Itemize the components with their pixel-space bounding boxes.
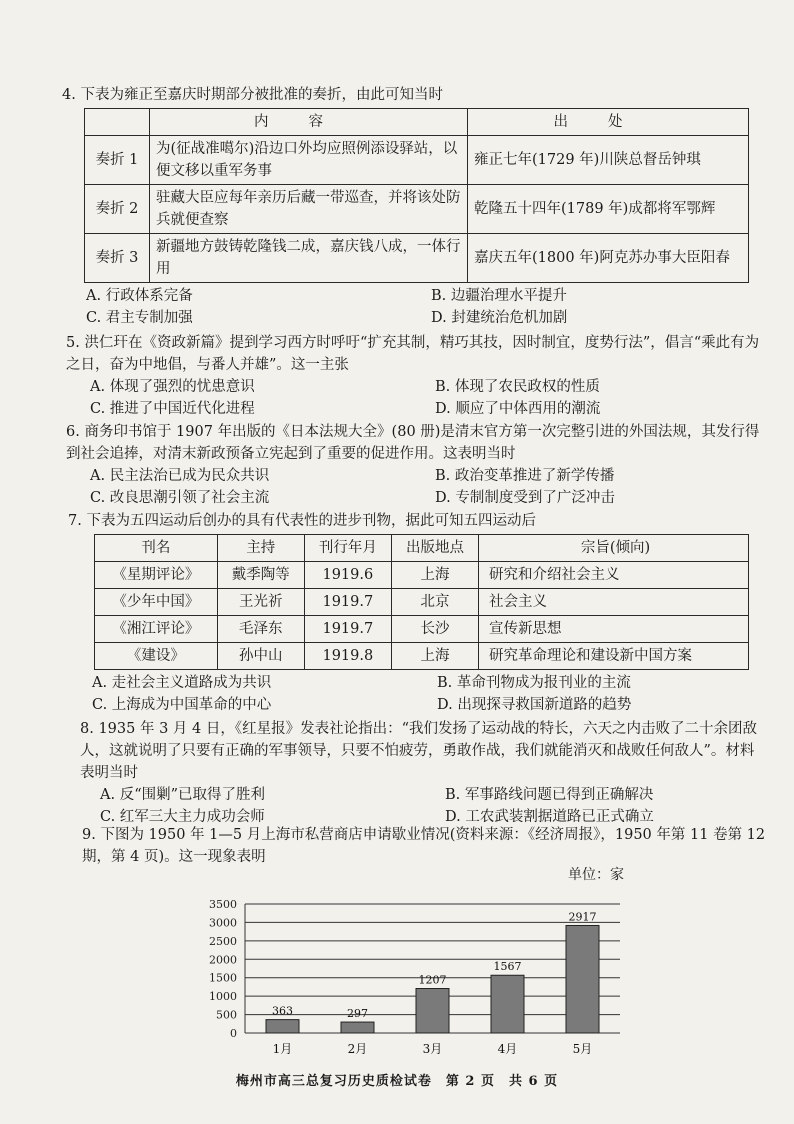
y-tick-label: 3500 [209,898,237,911]
table-cell: 《湘江评论》 [95,616,218,643]
y-tick-label: 500 [216,1008,237,1022]
table-cell: 《少年中国》 [95,589,218,616]
y-tick-label: 0 [230,1027,237,1040]
option-b[interactable]: B. 边疆治理水平提升 [431,288,567,304]
question-8-options [100,784,764,828]
option-c[interactable]: C. 上海成为中国革命的中心 [92,697,272,713]
table-cell: 王光祈 [217,589,304,616]
bar [416,989,449,1033]
question-6-options [90,465,766,509]
row-content: 新疆地方鼓铸乾隆钱二成，嘉庆钱八成，一体行用 [150,234,468,283]
table-header-row [85,109,749,136]
table-cell: 社会主义 [479,589,749,616]
y-tick-label: 2000 [209,953,237,967]
question-8 [80,718,764,828]
option-c[interactable]: C. 红军三大主力成功会师 [100,809,265,825]
option-a[interactable]: A. 行政体系完备 [86,288,193,304]
table-header-cell: 刊行年月 [304,535,391,562]
table-header-cell: 主持 [217,535,304,562]
table-cell: 上海 [391,562,478,589]
option-c[interactable]: C. 改良思潮引领了社会主流 [90,490,270,506]
data-label: 1207 [418,973,447,987]
x-tick-label: 5月 [572,1042,593,1056]
option-b[interactable]: B. 军事路线问题已得到正确解决 [445,787,654,803]
question-4 [62,84,762,329]
option-b[interactable]: B. 革命刊物成为报刊业的主流 [437,675,631,691]
option-d[interactable]: D. 封建统治危机加剧 [431,310,568,326]
option-d[interactable]: D. 工农武装割据道路已正式确立 [445,809,654,825]
bar [266,1020,299,1033]
question-5-stem: 5. 洪仁玕在《资政新篇》提到学习西方时呼吁“扩充其制，精巧其技，因时制宜，度势行法”，倡言“乘此有为之日，奋为中地倡，与番人并雄”。这一主张 [66,335,760,373]
question-8-stem: 8. 1935 年 3 月 4 日，《红星报》发表社论指出：“我们发扬了运动战的特长，六天之内击败了二十余团敌人，这就说明了只要有正确的军事领导，只要不怕疲劳，勇敢作战，我们就能消灭和战败任何敌人”。材料表明当时 [80,721,758,781]
option-a[interactable]: A. 走社会主义道路成为共识 [92,675,272,691]
table-cell: 北京 [391,589,478,616]
table-cell: 《建设》 [95,643,218,670]
table-cell: 1919.6 [304,562,391,589]
option-a[interactable]: A. 反“围剿”已取得了胜利 [100,787,266,803]
question-5 [66,332,766,420]
option-b[interactable]: B. 政治变革推进了新学传播 [435,468,615,484]
row-source: 乾隆五十四年(1789 年)成都将军鄂辉 [468,185,749,234]
x-tick-label: 4月 [497,1042,518,1056]
option-a[interactable]: A. 体现了强烈的忧患意识 [90,379,255,395]
option-d[interactable]: D. 顺应了中体西用的潮流 [435,401,601,417]
question-4-table [84,108,749,283]
option-c[interactable]: C. 君主专制加强 [86,310,193,326]
table-cell: 毛泽东 [217,616,304,643]
question-4-stem: 4. 下表为雍正至嘉庆时期部分被批准的奏折，由此可知当时 [62,87,443,103]
y-tick-label: 3000 [209,916,237,930]
question-9 [82,824,766,868]
table-row [85,234,749,283]
option-b[interactable]: B. 体现了农民政权的性质 [435,379,600,395]
data-label: 363 [272,1004,293,1018]
table-cell: 研究和介绍社会主义 [479,562,749,589]
question-7-options [92,672,768,716]
table-cell: 1919.8 [304,643,391,670]
x-tick-label: 1月 [272,1042,293,1056]
data-label: 297 [347,1007,368,1021]
question-5-options [90,376,766,420]
y-tick-label: 2500 [209,934,237,948]
table-cell: 1919.7 [304,616,391,643]
data-label: 1567 [493,960,522,974]
table-header-cell: 内容 [150,109,468,136]
row-label: 奏折 2 [85,185,150,234]
option-c[interactable]: C. 推进了中国近代化进程 [90,401,255,417]
table-row [95,562,749,589]
row-label: 奏折 1 [85,136,150,185]
table-cell: 长沙 [391,616,478,643]
page-footer: 梅州市高三总复习历史质检试卷 第 2 页 共 6 页 [235,1074,559,1089]
table-row [85,136,749,185]
table-cell: 孙中山 [217,643,304,670]
table-header-cell [85,109,150,136]
question-9-stem: 9. 下图为 1950 年 1—5 月上海市私营商店申请歇业情况(资料来源：《经济周报》，1950 年第 11 卷第 12 期，第 4 页)。这一现象表明 [82,827,766,865]
row-content: 为(征战准噶尔)沿边口外均应照例添设驿站，以便文移以重军务事 [150,136,468,185]
bar-chart [200,890,640,1065]
y-tick-label: 1500 [209,971,237,985]
option-d[interactable]: D. 专制制度受到了广泛冲击 [435,490,615,506]
question-6 [66,421,766,509]
x-tick-label: 3月 [422,1042,443,1056]
question-6-stem: 6. 商务印书馆于 1907 年出版的《日本法规大全》(80 册)是清末官方第一次完整引进的外国法规，其发行得到社会追捧，对清末新政预备立宪起到了重要的促进作用。这表明当时 [66,424,760,462]
option-d[interactable]: D. 出现探寻救国新道路的趋势 [437,697,632,713]
table-cell: 宣传新思想 [479,616,749,643]
table-header-row [95,535,749,562]
table-row [95,643,749,670]
table-row [85,185,749,234]
row-content: 驻藏大臣应每年亲历后藏一带巡查，并将该处防兵就便查察 [150,185,468,234]
table-cell: 戴季陶等 [217,562,304,589]
bar [341,1022,374,1033]
y-tick-label: 1000 [209,990,237,1004]
table-header-cell: 刊名 [95,535,218,562]
table-row [95,589,749,616]
table-header-cell: 出版地点 [391,535,478,562]
option-a[interactable]: A. 民主法治已成为民众共识 [90,468,270,484]
bar [566,925,599,1033]
question-7-stem: 7. 下表为五四运动后创办的具有代表性的进步刊物，据此可知五四运动后 [68,513,536,529]
x-tick-label: 2月 [347,1042,368,1056]
question-7 [68,510,768,716]
table-cell: 1919.7 [304,589,391,616]
table-header-cell: 宗旨(倾向) [479,535,749,562]
question-4-options [86,285,762,329]
row-source: 雍正七年(1729 年)川陕总督岳钟琪 [468,136,749,185]
chart-unit-label: 单位：家 [568,867,624,883]
row-label: 奏折 3 [85,234,150,283]
question-7-table [94,534,749,670]
table-cell: 《星期评论》 [95,562,218,589]
row-source: 嘉庆五年(1800 年)阿克苏办事大臣阳春 [468,234,749,283]
data-label: 2917 [568,910,597,924]
table-header-cell: 出处 [468,109,749,136]
table-cell: 研究革命理论和建设新中国方案 [479,643,749,670]
table-cell: 上海 [391,643,478,670]
table-row [95,616,749,643]
bar [491,975,524,1033]
